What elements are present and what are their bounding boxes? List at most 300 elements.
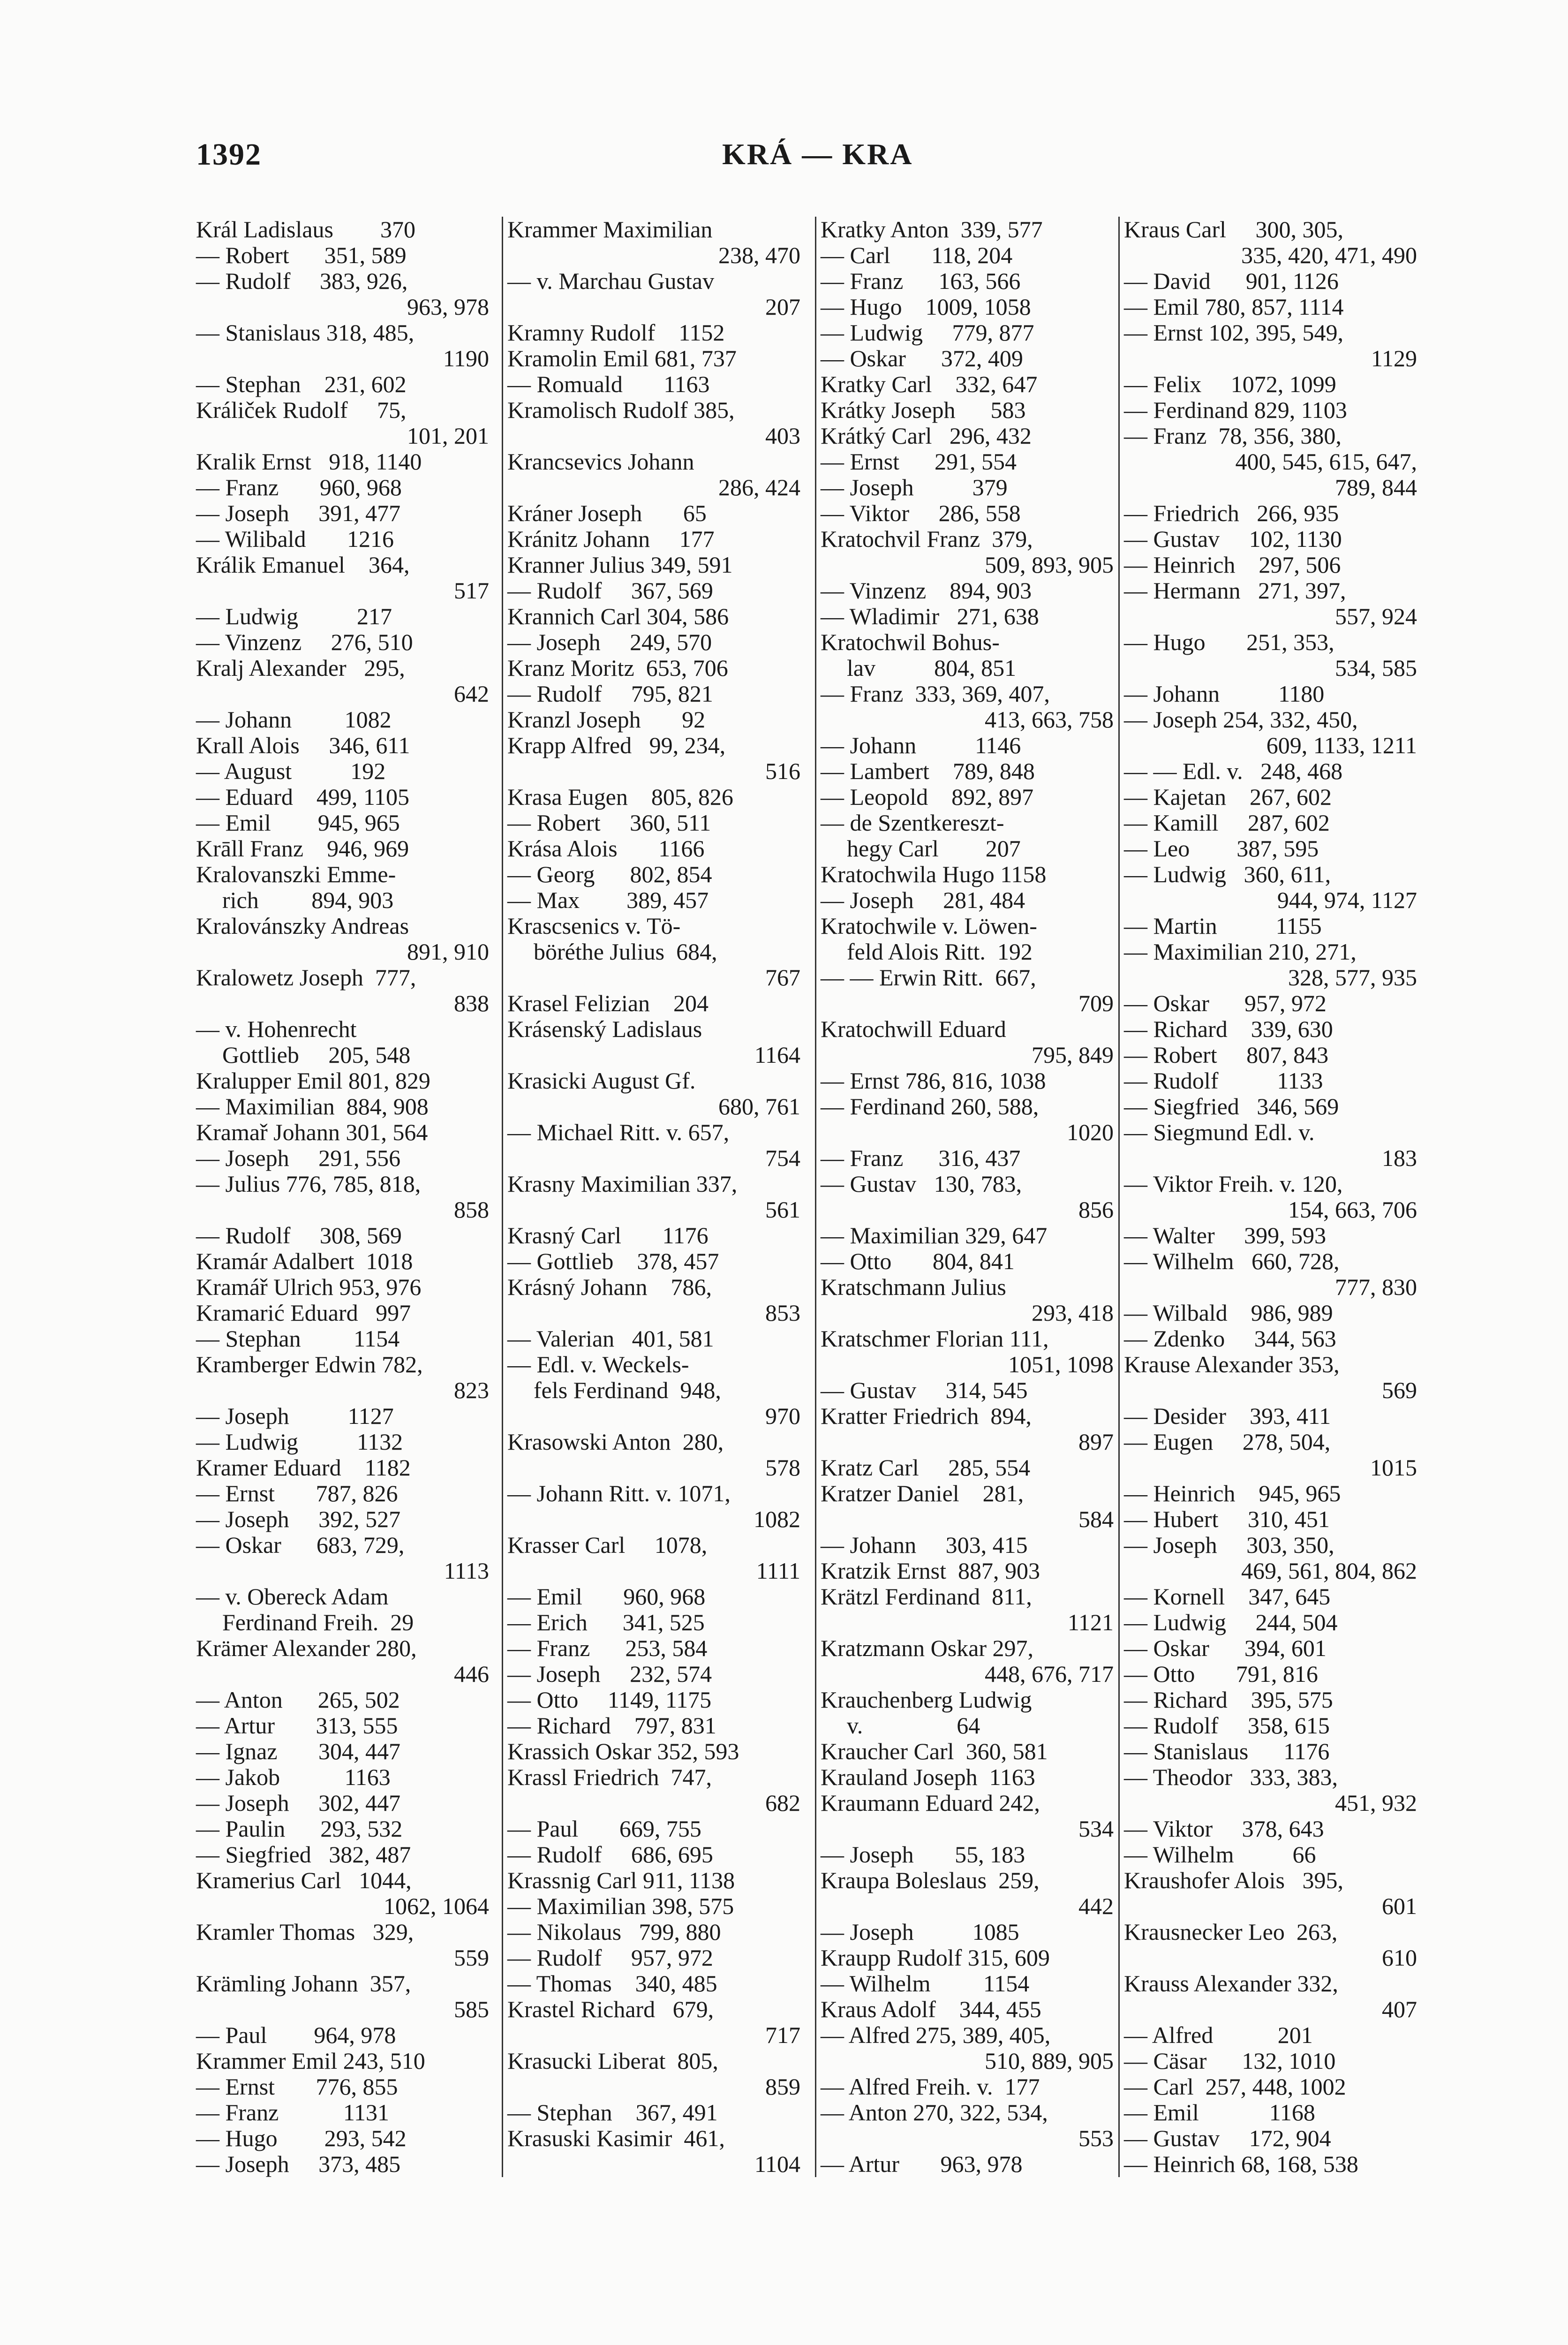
index-entry: — Viktor 378, 643	[1124, 1815, 1324, 1842]
index-entry: — Maximilian 210, 271,	[1124, 938, 1357, 965]
index-entry: — Franz 253, 584	[507, 1635, 708, 1661]
index-entry: — Lambert 789, 848	[821, 758, 1035, 784]
index-entry: Kratter Friedrich 894,	[821, 1403, 1032, 1429]
index-entry: — Emil 780, 857, 1114	[1124, 294, 1344, 320]
index-entry: Krannich Carl 304, 586	[507, 603, 729, 629]
index-entry: Kráner Joseph 65	[507, 500, 707, 526]
index-entry: — Joseph 254, 332, 450,	[1124, 706, 1358, 733]
index-entry: — Kornell 347, 645	[1124, 1583, 1331, 1610]
index-entry: — Hubert 310, 451	[1124, 1506, 1330, 1532]
index-entry: Kramer Eduard 1182	[196, 1454, 411, 1481]
index-entry: — Maximilian 884, 908	[196, 1093, 429, 1120]
index-entry: — Joseph 1127	[196, 1403, 394, 1429]
index-entry: 578	[765, 1454, 800, 1481]
index-entry: — Ludwig 779, 877	[821, 319, 1034, 346]
index-entry: — Heinrich 68, 168, 538	[1124, 2151, 1358, 2177]
index-entry: — Rudolf 1133	[1124, 1067, 1323, 1094]
index-entry: — Joseph 55, 183	[821, 1841, 1025, 1868]
index-entry: 293, 418	[1032, 1300, 1114, 1326]
index-entry: — v. Hohenrecht	[196, 1016, 357, 1042]
index-entry: — Anton 265, 502	[196, 1687, 400, 1713]
index-entry: — Hermann 271, 397,	[1124, 577, 1346, 604]
index-entry: 709	[1078, 990, 1114, 1016]
index-entry: 328, 577, 935	[1288, 964, 1417, 991]
index-entry: — Paul 964, 978	[196, 2022, 396, 2048]
index-entry: — Desider 393, 411	[1124, 1403, 1331, 1429]
index-entry: Krassnig Carl 911, 1138	[507, 1867, 735, 1893]
index-entry: 585	[454, 1996, 489, 2022]
index-entry: — Hugo 251, 353,	[1124, 629, 1334, 655]
index-entry: — Carl 118, 204	[821, 242, 1013, 268]
index-entry: lav 804, 851	[847, 655, 1017, 681]
index-entry: — Rudolf 308, 569	[196, 1222, 402, 1248]
index-entry: Krassl Friedrich 747,	[507, 1764, 712, 1790]
index-entry: — Ernst 102, 395, 549,	[1124, 319, 1344, 346]
index-entry: — Cäsar 132, 1010	[1124, 2048, 1336, 2074]
index-entry: — Gustav 130, 783,	[821, 1171, 1022, 1197]
index-entry: — Heinrich 297, 506	[1124, 552, 1341, 578]
index-entry: 682	[765, 1790, 800, 1816]
index-entry: Krasny Maximilian 337,	[507, 1171, 738, 1197]
index-entry: — Gottlieb 378, 457	[507, 1248, 719, 1274]
index-entry: Králik Emanuel 364,	[196, 552, 410, 578]
index-entry: 207	[765, 294, 800, 320]
index-entry: 944, 974, 1127	[1277, 887, 1417, 913]
index-entry: 400, 545, 615, 647,	[1235, 448, 1417, 475]
index-entry: — Joseph 379	[821, 474, 1008, 500]
index-entry: 154, 663, 706	[1288, 1196, 1417, 1223]
index-entry: — Ludwig 217	[196, 603, 392, 629]
index-entry: Krasel Felizian 204	[507, 990, 709, 1016]
index-entry: Krätzl Ferdinand 811,	[821, 1583, 1032, 1610]
index-entry: 584	[1078, 1506, 1114, 1532]
index-entry: Kramolisch Rudolf 385,	[507, 397, 735, 423]
index-entry: — Theodor 333, 383,	[1124, 1764, 1338, 1790]
index-entry: 1104	[754, 2151, 800, 2177]
index-entry: — Johann Ritt. v. 1071,	[507, 1480, 731, 1506]
index-entry: — — Erwin Ritt. 667,	[821, 964, 1036, 991]
index-entry: 777, 830	[1335, 1274, 1417, 1300]
index-entry: — Hugo 1009, 1058	[821, 294, 1031, 320]
index-entry: — Zdenko 344, 563	[1124, 1325, 1336, 1352]
index-entry: — Oskar 683, 729,	[196, 1532, 405, 1558]
index-entry: — Stephan 231, 602	[196, 371, 407, 397]
index-entry: 1020	[1067, 1119, 1114, 1145]
index-entry: 754	[765, 1145, 800, 1171]
index-entry: — Thomas 340, 485	[507, 1970, 717, 1997]
index-entry: Krasa Eugen 805, 826	[507, 784, 733, 810]
index-column-1	[196, 217, 489, 2177]
index-entry: — v. Obereck Adam	[196, 1583, 389, 1610]
index-entry: — Joseph 1085	[821, 1919, 1019, 1945]
index-entry: — Joseph 249, 570	[507, 629, 712, 655]
index-entry: 963, 978	[407, 294, 489, 320]
index-entry: 517	[454, 577, 489, 604]
index-entry: — Emil 1168	[1124, 2099, 1315, 2126]
index-entry: 1164	[754, 1042, 800, 1068]
index-entry: 469, 561, 804, 862	[1241, 1558, 1417, 1584]
index-entry: Kratz Carl 285, 554	[821, 1454, 1031, 1481]
index-entry: Kramolin Emil 681, 737	[507, 345, 737, 371]
index-entry: Kratzer Daniel 281,	[821, 1480, 1024, 1506]
index-column-4	[1124, 217, 1417, 2177]
index-entry: Krastel Richard 679,	[507, 1996, 714, 2022]
index-entry: — Joseph 373, 485	[196, 2151, 401, 2177]
index-entry: — Emil 960, 968	[507, 1583, 706, 1610]
index-entry: 335, 420, 471, 490	[1241, 242, 1417, 268]
index-entry: 1082	[754, 1506, 800, 1532]
index-entry: 553	[1078, 2125, 1114, 2151]
index-entry: — Alfred 275, 389, 405,	[821, 2022, 1051, 2048]
index-entry: — Paul 669, 755	[507, 1815, 701, 1842]
index-entry: — Alfred 201	[1124, 2022, 1313, 2048]
index-entry: — Robert 360, 511	[507, 809, 711, 836]
index-entry: 601	[1382, 1893, 1417, 1919]
index-entry: Kránitz Johann 177	[507, 526, 715, 552]
index-entry: 534	[1078, 1815, 1114, 1842]
index-entry: 561	[765, 1196, 800, 1223]
column-rule	[815, 217, 816, 2177]
index-entry: Kraus Carl 300, 305,	[1124, 216, 1343, 242]
index-entry: — Franz 333, 369, 407,	[821, 681, 1050, 707]
index-entry: Kramarić Eduard 997	[196, 1300, 411, 1326]
index-entry: 407	[1382, 1996, 1417, 2022]
index-entry: 509, 893, 905	[985, 552, 1114, 578]
index-entry: Krasicki August Gf.	[507, 1067, 696, 1094]
index-entry: Krämling Johann 357,	[196, 1970, 411, 1997]
index-entry: 442	[1078, 1893, 1114, 1919]
index-entry: — Michael Ritt. v. 657,	[507, 1119, 730, 1145]
index-entry: — Ignaz 304, 447	[196, 1738, 401, 1764]
index-entry: Kralj Alexander 295,	[196, 655, 405, 681]
index-entry: Kranz Moritz 653, 706	[507, 655, 728, 681]
index-entry: Krauland Joseph 1163	[821, 1764, 1035, 1790]
index-entry: Kramár Adalbert 1018	[196, 1248, 413, 1274]
index-entry: — Rudolf 367, 569	[507, 577, 713, 604]
index-entry: — Oskar 957, 972	[1124, 990, 1327, 1016]
index-entry: Krämer Alexander 280,	[196, 1635, 417, 1661]
index-entry: Kraucher Carl 360, 581	[821, 1738, 1048, 1764]
index-entry: — Leopold 892, 897	[821, 784, 1034, 810]
index-entry: Kratochvil Franz 379,	[821, 526, 1033, 552]
index-entry: 1129	[1371, 345, 1417, 371]
index-entry: 1111	[756, 1558, 800, 1584]
index-entry: — Siegmund Edl. v.	[1124, 1119, 1315, 1145]
index-entry: — Joseph 232, 574	[507, 1661, 712, 1687]
index-entry: 1121	[1067, 1609, 1114, 1635]
index-entry: 516	[765, 758, 800, 784]
index-entry: — Richard 395, 575	[1124, 1687, 1333, 1713]
index-entry: — Rudolf 686, 695	[507, 1841, 713, 1868]
index-entry: 853	[765, 1300, 800, 1326]
index-entry: — Ludwig 360, 611,	[1124, 861, 1331, 887]
index-entry: — Felix 1072, 1099	[1124, 371, 1336, 397]
index-entry: Kralupper Emil 801, 829	[196, 1067, 430, 1094]
index-entry: — Rudolf 957, 972	[507, 1944, 713, 1971]
index-entry: — v. Marchau Gustav	[507, 268, 715, 294]
index-entry: 858	[454, 1196, 489, 1223]
index-entry: Kralowetz Joseph 777,	[196, 964, 416, 991]
index-entry: Krásný Johann 786,	[507, 1274, 712, 1300]
index-entry: Krause Alexander 353,	[1124, 1351, 1340, 1377]
index-entry: Kranner Julius 349, 591	[507, 552, 733, 578]
index-entry: — Stanislaus 318, 485,	[196, 319, 415, 346]
index-entry: Krauss Alexander 332,	[1124, 1970, 1338, 1997]
index-entry: 557, 924	[1335, 603, 1417, 629]
index-entry: — Walter 399, 593	[1124, 1222, 1327, 1248]
index-entry: — Joseph 391, 477	[196, 500, 401, 526]
index-entry: — Franz 163, 566	[821, 268, 1021, 294]
index-entry: — Stephan 1154	[196, 1325, 400, 1352]
index-entry: — Gustav 172, 904	[1124, 2125, 1331, 2151]
index-entry: Kratochwila Hugo 1158	[821, 861, 1047, 887]
index-entry: Kraupp Rudolf 315, 609	[821, 1944, 1050, 1971]
index-entry: — Ernst 786, 816, 1038	[821, 1067, 1046, 1094]
index-entry: — Franz 960, 968	[196, 474, 402, 500]
index-entry: — Eugen 278, 504,	[1124, 1429, 1331, 1455]
index-entry: Král Ladislaus 370	[196, 216, 415, 242]
index-entry: — Oskar 394, 601	[1124, 1635, 1327, 1661]
index-entry: — Otto 804, 841	[821, 1248, 1015, 1274]
index-entry: Krancsevics Johann	[507, 448, 694, 475]
index-entry: — Gustav 314, 545	[821, 1377, 1028, 1403]
index-entry: 448, 676, 717	[985, 1661, 1114, 1687]
index-entry: Kraupa Boleslaus 259,	[821, 1867, 1040, 1893]
index-entry: — Siegfried 346, 569	[1124, 1093, 1339, 1120]
index-entry: — Wilbald 986, 989	[1124, 1300, 1333, 1326]
index-entry: — Valerian 401, 581	[507, 1325, 714, 1352]
index-entry: — Alfred Freih. v. 177	[821, 2073, 1040, 2100]
index-entry: 286, 424	[718, 474, 800, 500]
index-entry: Kratochwile v. Löwen-	[821, 913, 1037, 939]
index-entry: — Franz 316, 437	[821, 1145, 1021, 1171]
index-entry: — Johann 303, 415	[821, 1532, 1028, 1558]
index-entry: Kratky Carl 332, 647	[821, 371, 1038, 397]
index-entry: Krascsenics v. Tö-	[507, 913, 681, 939]
index-entry: Kramny Rudolf 1152	[507, 319, 725, 346]
index-entry: feld Alois Ritt. 192	[847, 938, 1033, 965]
index-entry: — Johann 1082	[196, 706, 392, 733]
index-entry: — Eduard 499, 1105	[196, 784, 410, 810]
index-entry: — Max 389, 457	[507, 887, 709, 913]
index-entry: 559	[454, 1944, 489, 1971]
index-entry: Krasucki Liberat 805,	[507, 2048, 718, 2074]
index-entry: 891, 910	[407, 938, 489, 965]
index-entry: 1190	[443, 345, 489, 371]
index-entry: Krall Alois 346, 611	[196, 732, 410, 758]
index-entry: Kratschmer Florian 111,	[821, 1325, 1049, 1352]
index-entry: — Martin 1155	[1124, 913, 1322, 939]
index-entry: — Ferdinand 829, 1103	[1124, 397, 1347, 423]
index-entry: — Ludwig 244, 504	[1124, 1609, 1338, 1635]
index-entry: Kratky Anton 339, 577	[821, 216, 1043, 242]
index-entry: — Emil 945, 965	[196, 809, 400, 836]
index-entry: 101, 201	[407, 423, 489, 449]
index-entry: — Maximilian 398, 575	[507, 1893, 734, 1919]
page-number: 1392	[196, 137, 262, 172]
index-entry: Kramerius Carl 1044,	[196, 1867, 412, 1893]
index-entry: 970	[765, 1403, 800, 1429]
index-entry: Kraus Adolf 344, 455	[821, 1996, 1041, 2022]
index-entry: — Kamill 287, 602	[1124, 809, 1330, 836]
index-entry: Krátký Carl 296, 432	[821, 423, 1032, 449]
index-entry: 838	[454, 990, 489, 1016]
index-entry: 609, 1133, 1211	[1266, 732, 1417, 758]
index-entry: 451, 932	[1335, 1790, 1417, 1816]
column-rule	[1118, 217, 1120, 2177]
index-entry: Krassich Oskar 352, 593	[507, 1738, 739, 1764]
index-entry: — Franz 1131	[196, 2099, 389, 2126]
index-entry: — Franz 78, 356, 380,	[1124, 423, 1342, 449]
index-entry: — Wladimir 271, 638	[821, 603, 1039, 629]
index-entry: Krapp Alfred 99, 234,	[507, 732, 726, 758]
index-entry: 717	[765, 2022, 800, 2048]
index-entry: — Friedrich 266, 935	[1124, 500, 1339, 526]
index-entry: Krásenský Ladislaus	[507, 1016, 702, 1042]
index-entry: v. 64	[847, 1712, 980, 1739]
index-entry: — Heinrich 945, 965	[1124, 1480, 1341, 1506]
index-entry: Krátky Joseph 583	[821, 397, 1026, 423]
index-entry: Kramář Ulrich 953, 976	[196, 1274, 422, 1300]
index-entry: — Ludwig 1132	[196, 1429, 403, 1455]
index-entry: — Joseph 281, 484	[821, 887, 1025, 913]
index-entry: rich 894, 903	[222, 887, 394, 913]
index-entry: 183	[1382, 1145, 1417, 1171]
index-entry: 795, 849	[1032, 1042, 1114, 1068]
index-entry: — Vinzenz 276, 510	[196, 629, 413, 655]
index-entry: Kratzmann Oskar 297,	[821, 1635, 1034, 1661]
index-entry: 238, 470	[718, 242, 800, 268]
index-entry: — Ferdinand 260, 588,	[821, 1093, 1039, 1120]
index-entry: fels Ferdinand 948,	[534, 1377, 721, 1403]
index-column-3	[821, 217, 1114, 2177]
index-entry: — Oskar 372, 409	[821, 345, 1023, 371]
index-entry: — Vinzenz 894, 903	[821, 577, 1032, 604]
index-entry: böréthe Julius 684,	[534, 938, 717, 965]
index-entry: — Carl 257, 448, 1002	[1124, 2073, 1346, 2100]
index-entry: hegy Carl 207	[847, 835, 1021, 862]
index-entry: Krasowski Anton 280,	[507, 1429, 724, 1455]
index-entry: — de Szentkereszt-	[821, 809, 1004, 836]
index-entry: — Johann 1146	[821, 732, 1021, 758]
index-entry: — Joseph 291, 556	[196, 1145, 401, 1171]
index-entry: — Joseph 303, 350,	[1124, 1532, 1334, 1558]
index-entry: — Siegfried 382, 487	[196, 1841, 411, 1868]
index-entry: Krammer Maximilian	[507, 216, 713, 242]
index-entry: 789, 844	[1335, 474, 1417, 500]
index-entry: Kratochwil Bohus-	[821, 629, 1000, 655]
index-entry: — Otto 791, 816	[1124, 1661, 1318, 1687]
index-entry: 534, 585	[1335, 655, 1417, 681]
index-entry: 510, 889, 905	[985, 2048, 1114, 2074]
index-entry: — August 192	[196, 758, 386, 784]
index-entry: — Wilhelm 660, 728,	[1124, 1248, 1340, 1274]
index-entry: — Stanislaus 1176	[1124, 1738, 1330, 1764]
index-entry: Krasuski Kasimir 461,	[507, 2125, 725, 2151]
index-entry: 413, 663, 758	[985, 706, 1114, 733]
index-entry: — Joseph 302, 447	[196, 1790, 401, 1816]
index-entry: — Stephan 367, 491	[507, 2099, 718, 2126]
index-entry: — Otto 1149, 1175	[507, 1687, 712, 1713]
index-entry: — Julius 776, 785, 818,	[196, 1171, 421, 1197]
index-entry: Kramler Thomas 329,	[196, 1919, 414, 1945]
index-entry: — David 901, 1126	[1124, 268, 1339, 294]
index-entry: — — Edl. v. 248, 468	[1124, 758, 1343, 784]
index-entry: 859	[765, 2073, 800, 2100]
index-entry: Králiček Rudolf 75,	[196, 397, 407, 423]
index-entry: — Kajetan 267, 602	[1124, 784, 1332, 810]
index-entry: Kralik Ernst 918, 1140	[196, 448, 422, 475]
index-entry: Krása Alois 1166	[507, 835, 705, 862]
index-entry: — Wilhelm 66	[1124, 1841, 1316, 1868]
index-entry: — Hugo 293, 542	[196, 2125, 407, 2151]
index-entry: — Wilibald 1216	[196, 526, 394, 552]
index-entry: Kratzik Ernst 887, 903	[821, 1558, 1040, 1584]
index-column-2	[507, 217, 800, 2177]
index-entry: Kranzl Joseph 92	[507, 706, 706, 733]
index-entry: Krauchenberg Ludwig	[821, 1687, 1032, 1713]
index-entry: Ferdinand Freih. 29	[222, 1609, 414, 1635]
index-entry: 1062, 1064	[384, 1893, 489, 1919]
index-entry: — Robert 351, 589	[196, 242, 407, 268]
index-entry: Krasný Carl 1176	[507, 1222, 709, 1248]
index-entry: — Joseph 392, 527	[196, 1506, 401, 1532]
index-entry: 446	[454, 1661, 489, 1687]
index-entry: — Ernst 291, 554	[821, 448, 1017, 475]
index-entry: — Richard 339, 630	[1124, 1016, 1333, 1042]
index-entry: — Gustav 102, 1130	[1124, 526, 1342, 552]
index-entry: Kratschmann Julius	[821, 1274, 1006, 1300]
index-entry: — Wilhelm 1154	[821, 1970, 1030, 1997]
index-entry: — Nikolaus 799, 880	[507, 1919, 721, 1945]
index-entry: Krammer Emil 243, 510	[196, 2048, 425, 2074]
index-entry: — Rudolf 383, 926,	[196, 268, 408, 294]
index-entry: 856	[1078, 1196, 1114, 1223]
index-entry: Kraushofer Alois 395,	[1124, 1867, 1343, 1893]
index-entry: — Viktor Freih. v. 120,	[1124, 1171, 1343, 1197]
index-entry: 1051, 1098	[1008, 1351, 1114, 1377]
index-entry: 1113	[444, 1558, 489, 1584]
index-entry: Krausnecker Leo 263,	[1124, 1919, 1338, 1945]
index-entry: 403	[765, 423, 800, 449]
index-entry: Krasser Carl 1078,	[507, 1532, 708, 1558]
index-entry: Kramberger Edwin 782,	[196, 1351, 423, 1377]
index-entry: Kramař Johann 301, 564	[196, 1119, 428, 1145]
index-entry: — Paulin 293, 532	[196, 1815, 403, 1842]
index-entry: — Ernst 787, 826	[196, 1480, 398, 1506]
index-entry: — Johann 1180	[1124, 681, 1325, 707]
index-entry: — Jakob 1163	[196, 1764, 391, 1790]
running-head: KRÁ — KRA	[722, 137, 913, 171]
index-entry: — Rudolf 358, 615	[1124, 1712, 1330, 1739]
index-entry: Krāll Franz 946, 969	[196, 835, 409, 862]
index-entry: Kratochwill Eduard	[821, 1016, 1006, 1042]
index-entry: — Romuald 1163	[507, 371, 710, 397]
index-entry: — Erich 341, 525	[507, 1609, 705, 1635]
index-entry: — Artur 313, 555	[196, 1712, 398, 1739]
column-rule	[502, 217, 503, 2177]
index-entry: Kraumann Eduard 242,	[821, 1790, 1040, 1816]
index-entry: — Leo 387, 595	[1124, 835, 1319, 862]
index-entry: — Richard 797, 831	[507, 1712, 716, 1739]
index-entry: — Artur 963, 978	[821, 2151, 1023, 2177]
index-entry: — Anton 270, 322, 534,	[821, 2099, 1048, 2126]
index-entry: 569	[1382, 1377, 1417, 1403]
index-entry: Kralovánszky Andreas	[196, 913, 409, 939]
index-entry: — Maximilian 329, 647	[821, 1222, 1048, 1248]
index-entry: — Ernst 776, 855	[196, 2073, 398, 2100]
index-entry: — Robert 807, 843	[1124, 1042, 1329, 1068]
